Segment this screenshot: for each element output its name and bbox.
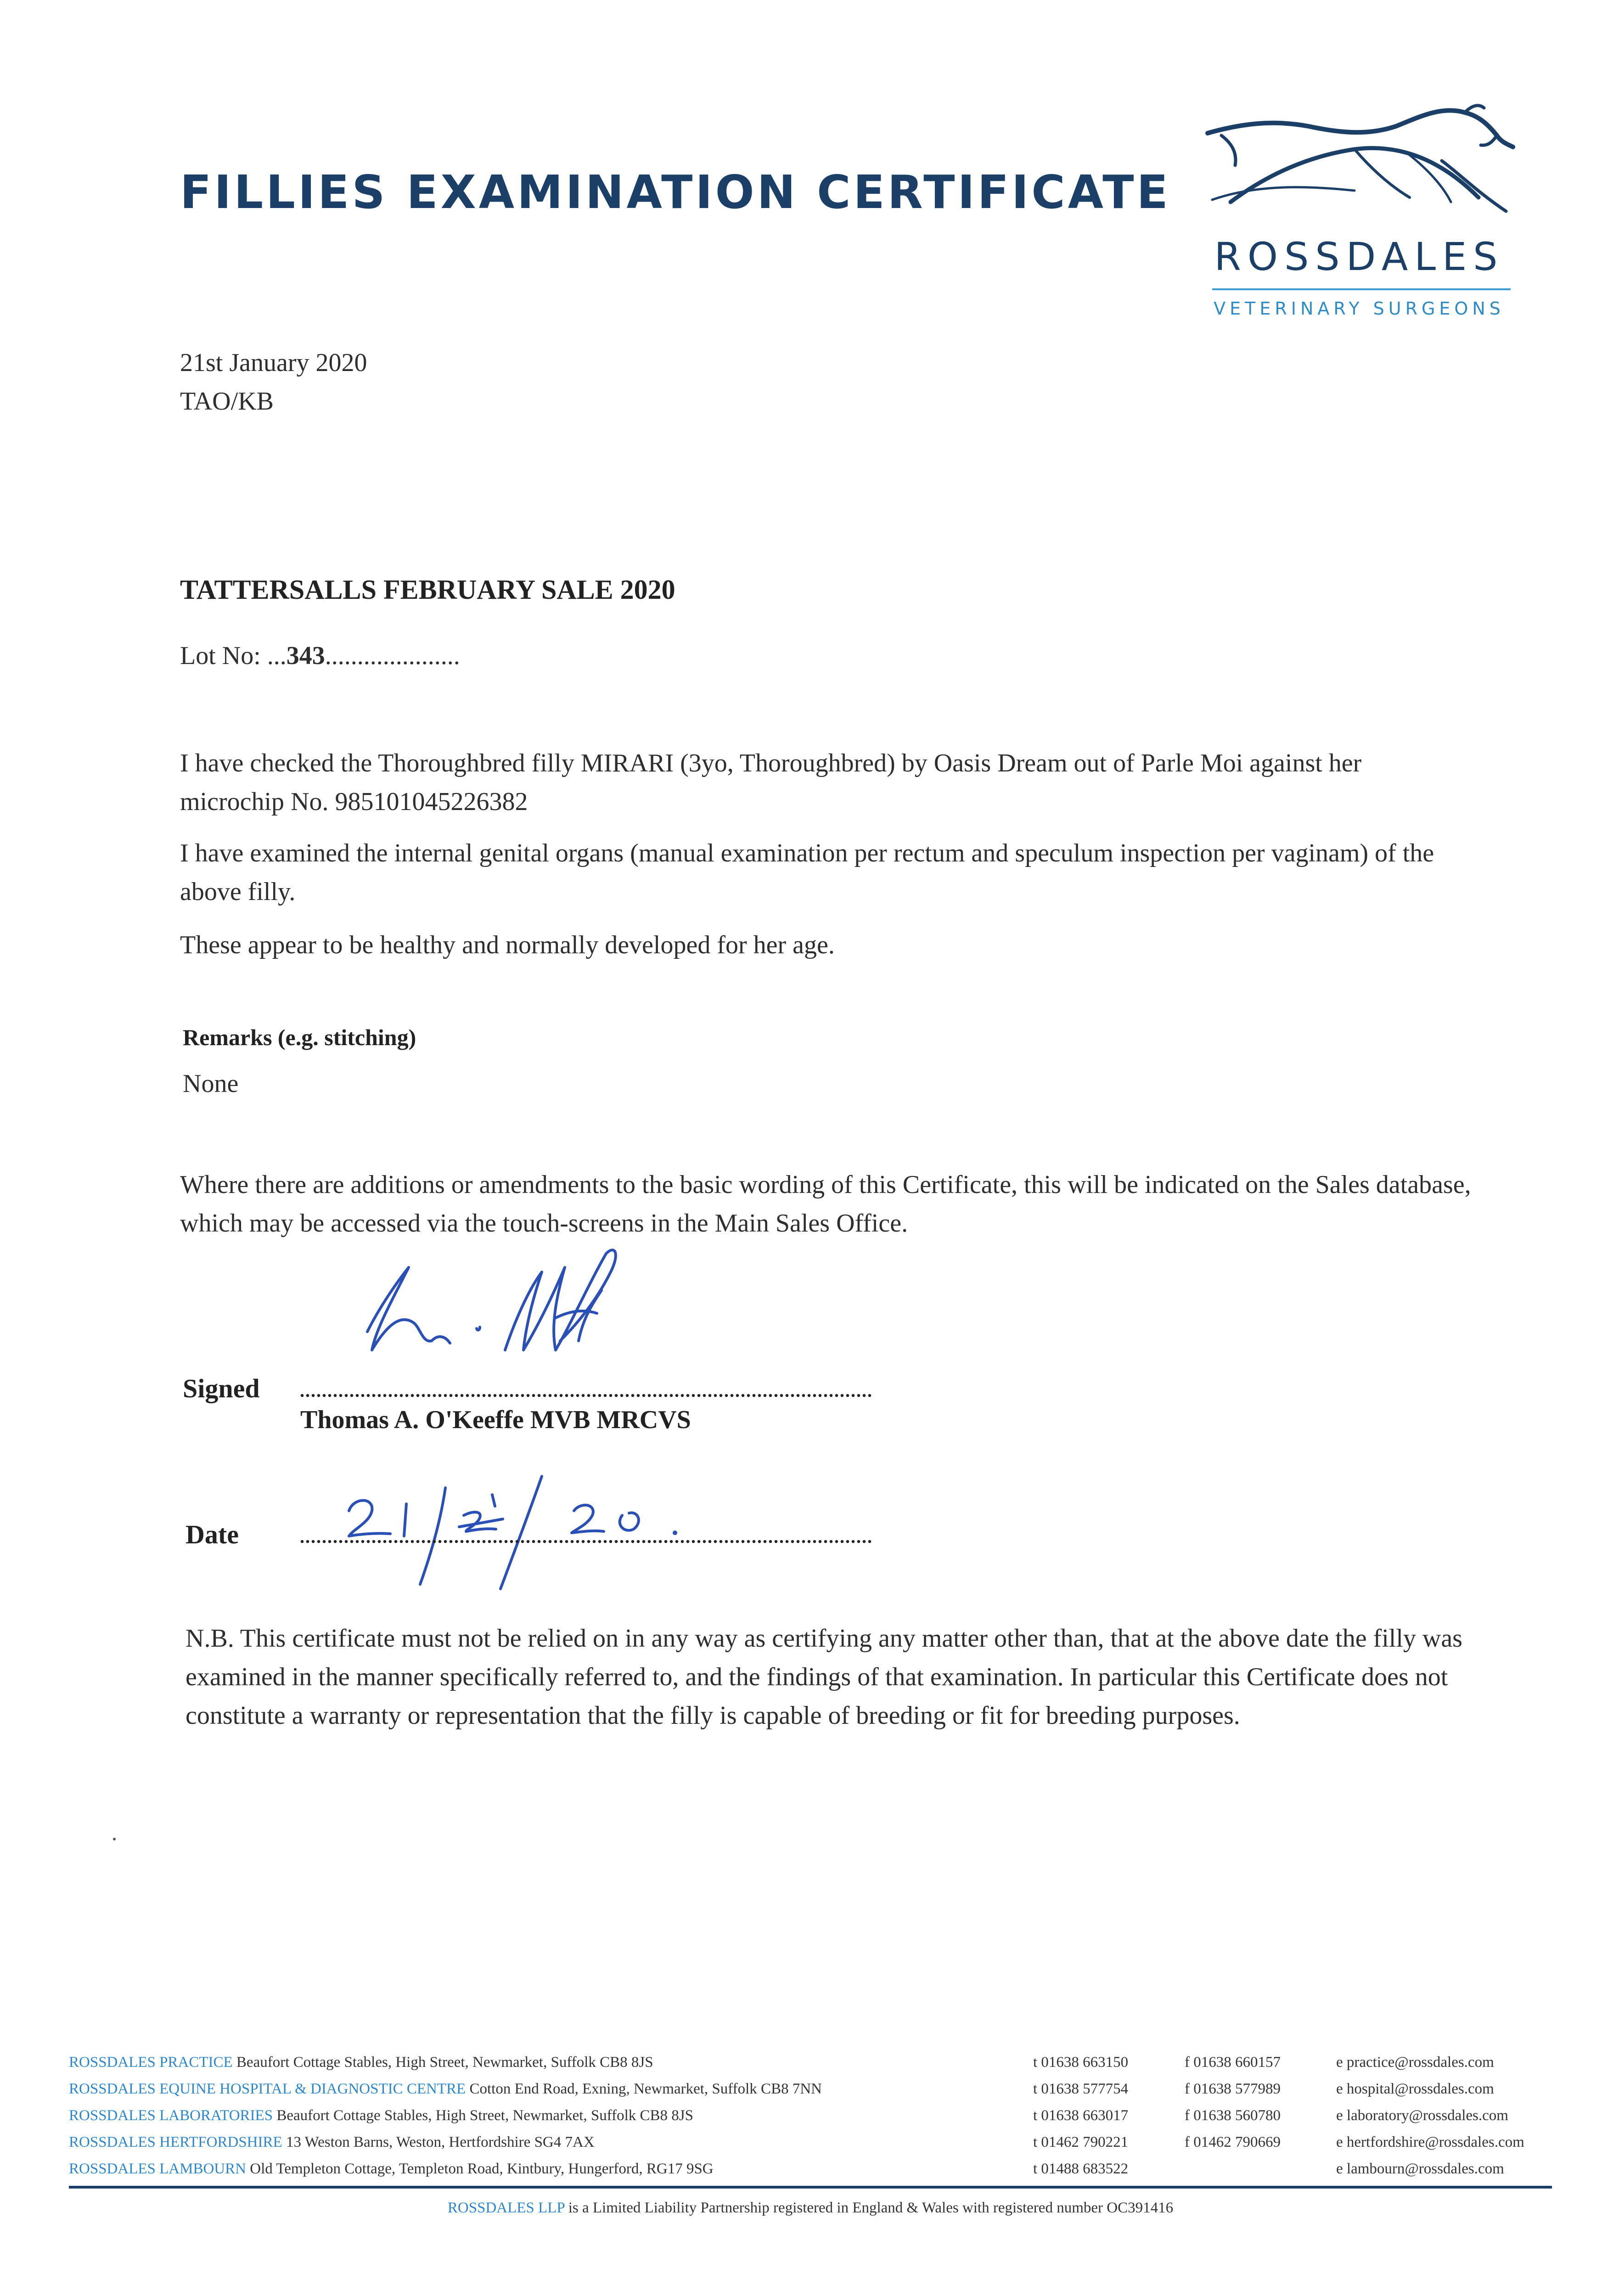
footer-address: 13 Weston Barns, Weston, Hertfordshire SG4 7AX (286, 2134, 595, 2150)
footer-org: ROSSDALES EQUINE HOSPITAL & DIAGNOSTIC CENTRE (69, 2081, 466, 2097)
lot-label: Lot No: (180, 642, 261, 670)
date-label: Date (186, 1519, 239, 1549)
paragraph-examination: I have examined the internal genital organs (manual examination per rectum and speculum inspection per vaginam) of the above filly. (180, 839, 1434, 906)
footer-row (69, 2049, 1552, 2076)
handwritten-signature (340, 1235, 707, 1419)
footer-tel: t 01638 577754 (1033, 2081, 1129, 2097)
sale-heading: TATTERSALLS FEBRUARY SALE 2020 (180, 574, 675, 605)
footer-email: e lambourn@rossdales.com (1336, 2161, 1504, 2177)
footer-tel: t 01638 663017 (1033, 2107, 1129, 2124)
remarks-value: None (183, 1069, 239, 1098)
scan-speck (113, 1838, 116, 1840)
footer-address: Beaufort Cottage Stables, High Street, Newmarket, Suffolk CB8 8JS (236, 2054, 653, 2071)
registration-text: is a Limited Liability Partnership registered in England & Wales with registered number OC391416 (568, 2200, 1174, 2216)
signature-dotted-line (299, 1393, 873, 1398)
footer-tel: t 01638 663150 (1033, 2054, 1129, 2071)
footer-fax: f 01638 577989 (1185, 2081, 1281, 2097)
logo-divider (1212, 288, 1511, 290)
footer-divider (69, 2186, 1552, 2189)
disclaimer-paragraph: N.B. This certificate must not be relied on in any way as certifying any matter other than, that at the above date the filly was examined in the manner specifically referred to, and the findings of that examination. In particular this Certificate does not constitute a warranty or representation that the filly is capable of breeding or fit for breeding purposes. (186, 1624, 1462, 1730)
footer-email: e hertfordshire@rossdales.com (1336, 2134, 1524, 2150)
footer-row (69, 2076, 1552, 2102)
footer-email: e hospital@rossdales.com (1336, 2081, 1494, 2097)
footer-fax: f 01638 560780 (1185, 2107, 1281, 2124)
lot-number: 343 (286, 642, 325, 670)
paragraph-identification: I have checked the Thoroughbred filly MIRARI (3yo, Thoroughbred) by Oasis Dream out of Parle Moi against her microchip No. 985101045226382 (180, 749, 1362, 816)
logo-wordmark: ROSSDALES (1214, 234, 1504, 279)
signed-label: Signed (183, 1373, 260, 1403)
footer-row (69, 2155, 1552, 2182)
letter-date: 21st January 2020 (180, 349, 367, 377)
lot-prefix: ... (267, 642, 287, 670)
footer-address: Cotton End Road, Exning, Newmarket, Suffolk CB8 7NN (469, 2081, 822, 2097)
footer-org: ROSSDALES PRACTICE (69, 2054, 233, 2071)
footer-org: ROSSDALES LABORATORIES (69, 2107, 273, 2124)
footer-contacts (69, 2049, 1552, 2182)
galloping-horse-logo-icon (1203, 92, 1515, 248)
lot-suffix: ..................... (325, 642, 460, 670)
lot-number-line (180, 641, 460, 670)
letter-reference: TAO/KB (180, 387, 274, 416)
registration-org: ROSSDALES LLP (447, 2200, 565, 2216)
footer-email: e laboratory@rossdales.com (1336, 2107, 1508, 2124)
remarks-heading: Remarks (e.g. stitching) (183, 1024, 416, 1050)
signer-name: Thomas A. O'Keeffe MVB MRCVS (300, 1406, 691, 1434)
certificate-title: FILLIES EXAMINATION CERTIFICATE (180, 165, 1171, 219)
handwritten-date (321, 1460, 712, 1598)
registration-notice (69, 2200, 1552, 2217)
footer-tel: t 01462 790221 (1033, 2134, 1129, 2150)
footer-row (69, 2102, 1552, 2129)
footer-tel: t 01488 683522 (1033, 2161, 1129, 2177)
footer-org: ROSSDALES LAMBOURN (69, 2161, 246, 2177)
footer-address: Beaufort Cottage Stables, High Street, Newmarket, Suffolk CB8 8JS (276, 2107, 694, 2124)
logo-subtitle: VETERINARY SURGEONS (1214, 298, 1505, 319)
footer-org: ROSSDALES HERTFORDSHIRE (69, 2134, 282, 2150)
handwritten-date-text: 21/1/20 (331, 1469, 334, 1470)
paragraph-amendments: Where there are additions or amendments to the basic wording of this Certificate, this will be indicated on the Sales database, which may be accessed via the touch-screens in the Main Sales Office. (180, 1171, 1471, 1238)
footer-fax: f 01638 660157 (1185, 2054, 1281, 2071)
footer-email: e practice@rossdales.com (1336, 2054, 1494, 2071)
date-dotted-line (299, 1539, 873, 1544)
footer-fax: f 01462 790669 (1185, 2134, 1281, 2150)
footer-row (69, 2129, 1552, 2155)
footer-address: Old Templeton Cottage, Templeton Road, Kintbury, Hungerford, RG17 9SG (250, 2161, 714, 2177)
paragraph-findings: These appear to be healthy and normally developed for her age. (180, 931, 835, 959)
